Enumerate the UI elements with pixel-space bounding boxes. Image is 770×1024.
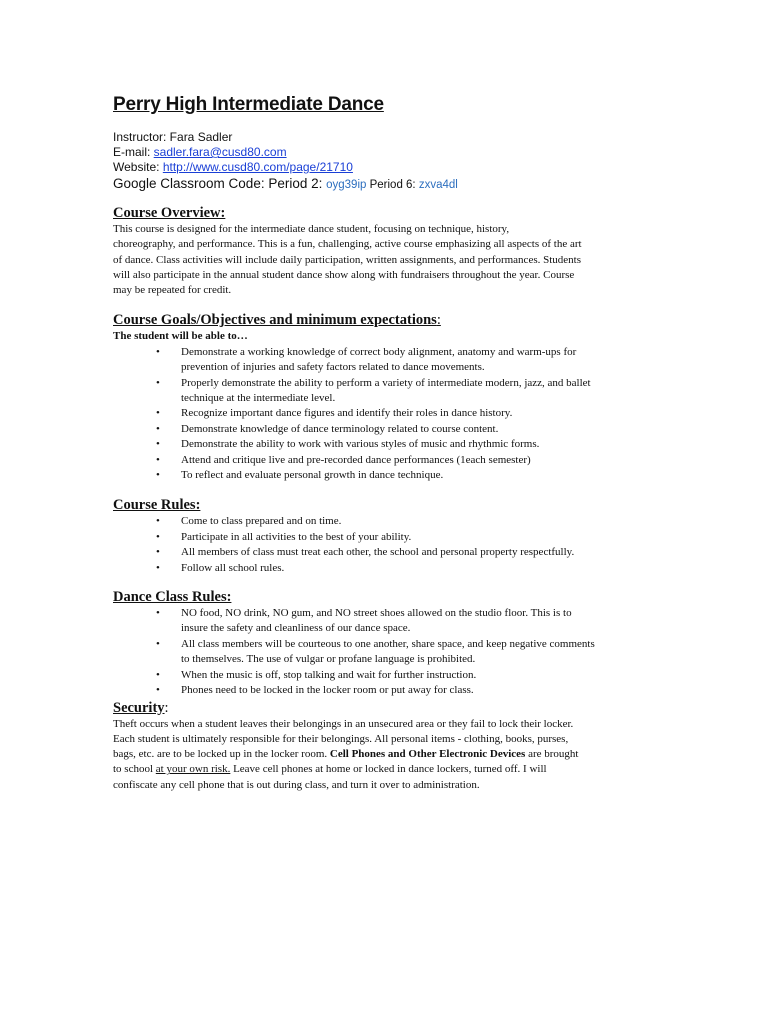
- document-page: [113, 94, 653, 793]
- bullet-icon: •: [156, 376, 160, 389]
- website-link[interactable]: http://www.cusd80.com/page/21710: [162, 160, 353, 174]
- course-rule-item-text: Come to class prepared and on time.: [181, 515, 342, 528]
- goal-item: [113, 468, 653, 483]
- course-rules-list: [113, 514, 653, 576]
- course-rule-item: [113, 530, 653, 545]
- goal-item-text: prevention of injuries and safety factors related to dance movements.: [181, 361, 485, 374]
- bullet-icon: •: [156, 561, 160, 574]
- website-line: [113, 160, 653, 175]
- website-label: Website:: [113, 160, 163, 174]
- dance-rule-item-text: When the music is off, stop talking and wait for further instruction.: [181, 668, 477, 681]
- email-line: [113, 145, 653, 160]
- bullet-icon: •: [156, 607, 160, 620]
- course-rule-item-text: Follow all school rules.: [181, 561, 285, 574]
- goals-list: [113, 345, 653, 484]
- overview-line: may be repeated for credit.: [113, 284, 232, 297]
- goal-item: [113, 453, 653, 468]
- email-link[interactable]: sadler.fara@cusd80.com: [153, 145, 287, 159]
- course-rules-heading: Course Rules:: [113, 497, 201, 514]
- bullet-icon: •: [156, 422, 160, 435]
- security-line: [113, 747, 653, 762]
- bullet-icon: •: [156, 469, 160, 482]
- dance-rule-item-text: insure the safety and cleanliness of our dance space.: [181, 622, 411, 635]
- security-heading-line: [113, 700, 653, 717]
- overview-text: [113, 222, 653, 298]
- goals-heading-line: [113, 312, 653, 329]
- security-line: Each student is ultimately responsible for their belongings. All personal items - clothing, books, purses,: [113, 732, 569, 745]
- goals-heading: Course Goals/Objectives and minimum expectations: [113, 312, 437, 329]
- dance-rules-heading: Dance Class Rules:: [113, 589, 232, 606]
- goal-item: [113, 406, 653, 421]
- dance-rule-item-text: Phones need to be locked in the locker room or put away for class.: [181, 684, 474, 697]
- security-line: [113, 762, 653, 777]
- goal-item: [113, 376, 653, 407]
- security-text: [113, 717, 653, 793]
- classroom-code-line: [113, 175, 653, 193]
- course-rule-item: [113, 545, 653, 560]
- bullet-icon: •: [156, 530, 160, 543]
- goal-item: [113, 422, 653, 437]
- bullet-icon: •: [156, 684, 160, 697]
- goal-item-text: Recognize important dance figures and identify their roles in dance history.: [181, 407, 513, 420]
- goals-colon: :: [436, 312, 441, 329]
- course-rule-item: [113, 561, 653, 576]
- security-colon: :: [164, 699, 169, 716]
- bullet-icon: •: [156, 546, 160, 559]
- bullet-icon: •: [156, 438, 160, 451]
- course-rule-item-text: Participate in all activities to the best of your ability.: [181, 530, 412, 543]
- course-rule-item-text: All members of class must treat each other, the school and personal property respectfully.: [181, 546, 575, 559]
- security-text-span: are brought: [525, 748, 579, 761]
- goal-item-text: Demonstrate knowledge of dance terminology related to course content.: [181, 422, 499, 435]
- goal-item-text: To reflect and evaluate personal growth in dance technique.: [181, 469, 444, 482]
- dance-rule-item: [113, 668, 653, 683]
- overview-line: of dance. Class activities will include daily participation, written assignments, and performances. Students: [113, 253, 581, 266]
- contact-block: [113, 130, 653, 193]
- security-text-span: Leave cell phones at home or locked in dance lockers, turned off. I will: [230, 763, 547, 776]
- course-rule-item: [113, 514, 653, 529]
- bullet-icon: •: [156, 637, 160, 650]
- security-line: Theft occurs when a student leaves their belongings in an unsecured area or they fail to lock their locker.: [113, 717, 574, 730]
- dance-rules-list: [113, 606, 653, 698]
- overview-line: This course is designed for the intermediate dance student, focusing on technique, history,: [113, 223, 510, 235]
- instructor-line: Instructor: Fara Sadler: [113, 130, 233, 144]
- dance-rule-item-text: to themselves. The use of vulgar or profane language is prohibited.: [181, 653, 476, 666]
- dance-rule-item-text: NO food, NO drink, NO gum, and NO street shoes allowed on the studio floor. This is to: [181, 607, 572, 620]
- bullet-icon: •: [156, 345, 160, 358]
- bullet-icon: •: [156, 407, 160, 420]
- overview-line: will also participate in the annual student dance show along with fundraisers throughout the year. Course: [113, 268, 575, 281]
- goals-intro: The student will be able to…: [113, 330, 248, 343]
- goal-item-text: Demonstrate a working knowledge of correct body alignment, anatomy and warm-ups for: [181, 345, 577, 358]
- period2-code: oyg39ip: [326, 179, 367, 191]
- bullet-icon: •: [156, 515, 160, 528]
- goal-item-text: technique at the intermediate level.: [181, 392, 336, 404]
- goal-item: [113, 437, 653, 452]
- goal-item-text: Demonstrate the ability to work with various styles of music and rhythmic forms.: [181, 438, 540, 451]
- dance-rule-item-text: All class members will be courteous to one another, share space, and keep negative comments: [181, 637, 595, 650]
- email-label: E-mail:: [113, 145, 154, 159]
- period6-code: zxva4dl: [418, 179, 458, 191]
- goal-item-text: Attend and critique live and pre-recorded dance performances (1each semester): [181, 453, 531, 466]
- dance-rule-item: [113, 683, 653, 698]
- page-title: Perry High Intermediate Dance: [113, 94, 384, 115]
- overview-heading: Course Overview:: [113, 205, 226, 221]
- overview-line: choreography, and performance. This is a fun, challenging, active course emphasizing all aspects of the art: [113, 238, 582, 251]
- security-text-span: to school: [113, 763, 156, 776]
- dance-rule-item: [113, 637, 653, 668]
- dance-rule-item: [113, 606, 653, 637]
- security-text-span: bags, etc. are to be locked up in the locker room.: [113, 748, 330, 761]
- own-risk-emphasis: at your own risk.: [155, 763, 231, 776]
- period6-label: Period 6:: [366, 179, 419, 191]
- security-line: confiscate any cell phone that is out during class, and turn it over to administration.: [113, 778, 480, 791]
- classroom-code-label: Google Classroom Code: Period 2:: [113, 176, 327, 191]
- goal-item: [113, 345, 653, 376]
- bullet-icon: •: [156, 453, 160, 466]
- security-heading: Security: [113, 699, 165, 716]
- bullet-icon: •: [156, 668, 160, 681]
- electronic-devices-emphasis: Cell Phones and Other Electronic Devices: [329, 748, 526, 761]
- goal-item-text: Properly demonstrate the ability to perform a variety of intermediate modern, jazz, and ballet: [181, 376, 591, 389]
